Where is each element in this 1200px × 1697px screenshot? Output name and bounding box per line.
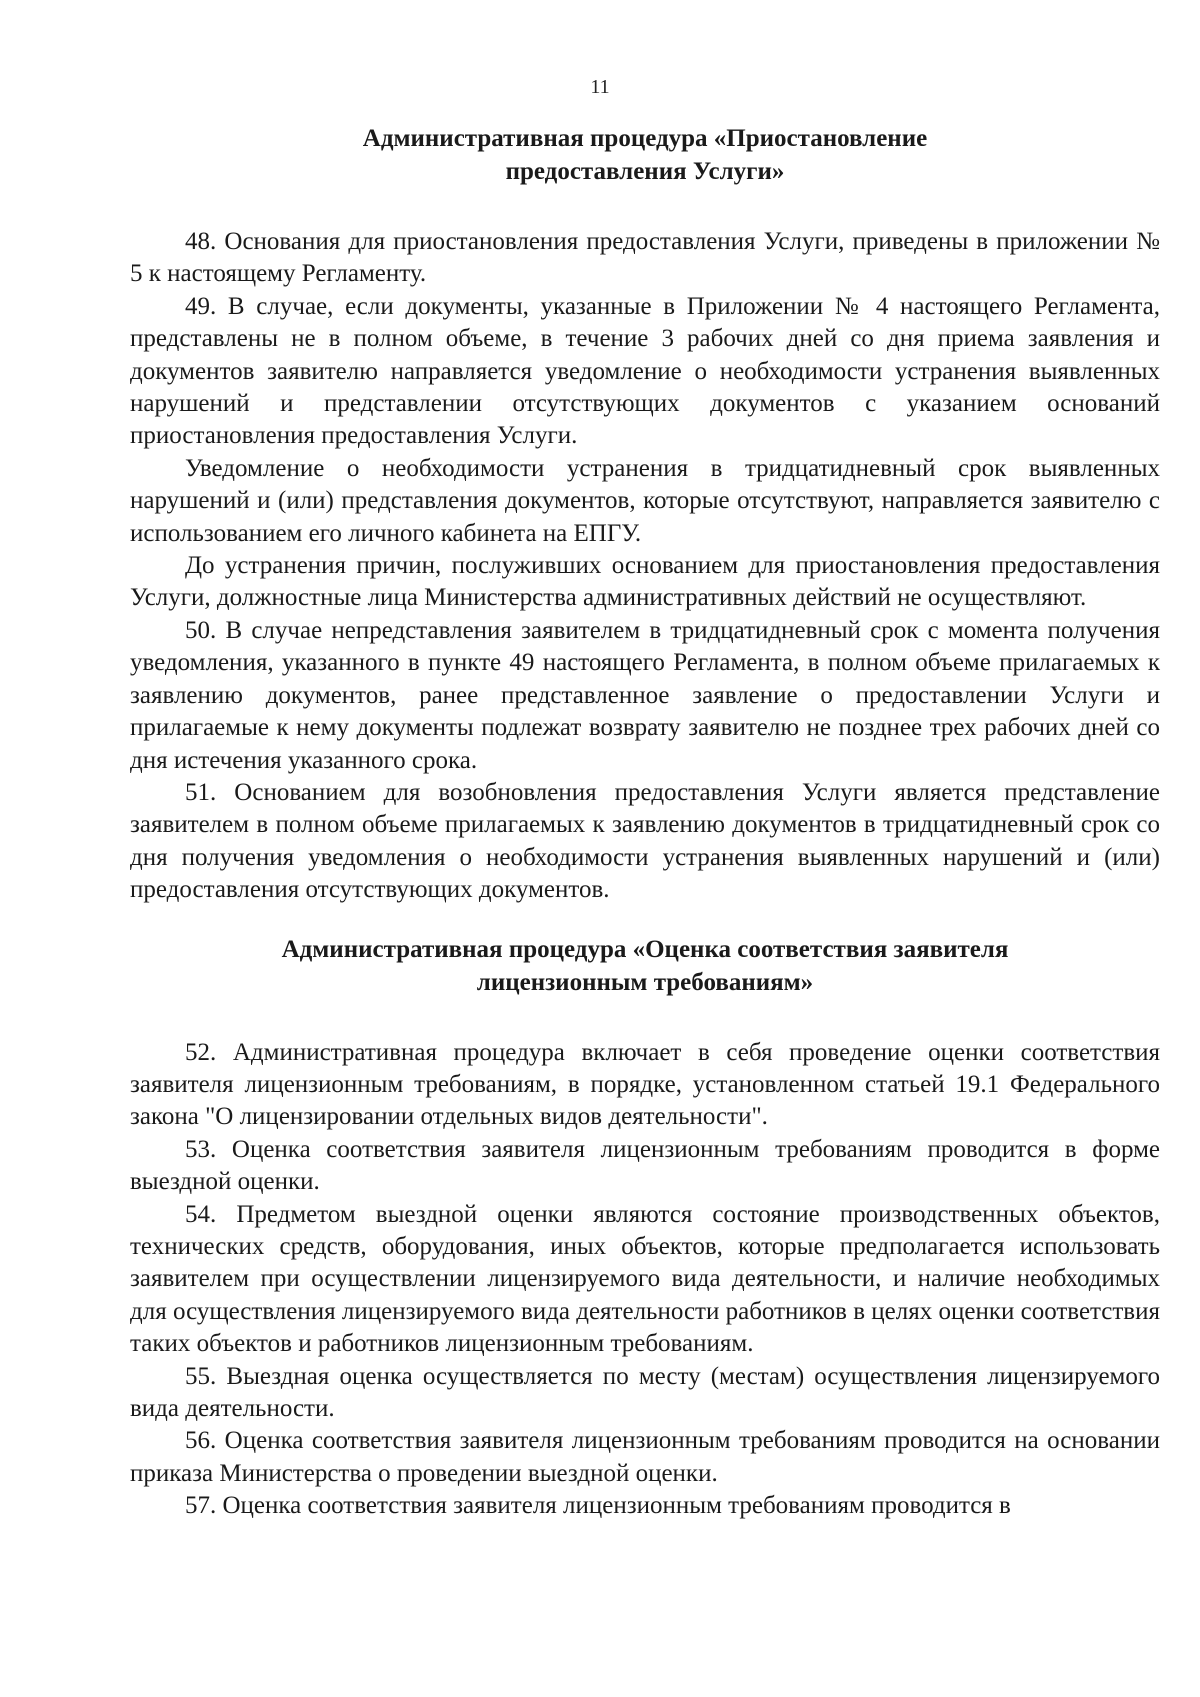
paragraph-56: 56. Оценка соответствия заявителя лицензионным требованиям проводится на основании приказа Министерства о проведении выездной оценки.	[130, 1427, 1160, 1487]
paragraph-53: 53. Оценка соответствия заявителя лицензионным требованиям проводится в форме выездной оценки.	[130, 1135, 1160, 1196]
section-heading-suspension	[130, 122, 1160, 188]
paragraph-51: 51. Основанием для возобновления предоставления Услуги является представление заявителем в полном объеме прилагаемых к заявлению документов в тридцатидневный срок со дня получения уведомления о необходимости устранения выявленных нарушений и (или) предоставления отсутствующих документов.	[130, 778, 1160, 904]
paragraph-50: 50. В случае непредставления заявителем в тридцатидневный срок с момента получения уведомления, указанного в пункте 49 настоящего Регламента, в полном объеме прилагаемых к заявлению документов, ранее представленное заявление о предоставлении Услуги и прилагаемые к нему документы подлежат возврату заявителю не позднее трех рабочих дней со дня истечения указанного срока.	[130, 616, 1160, 774]
page-content	[130, 122, 1160, 1523]
paragraph-49: 49. В случае, если документы, указанные в Приложении № 4 настоящего Регламента, представлены не в полном объеме, в течение 3 рабочих дней со дня приема заявления и документов заявителю направляется уведомление о необходимости устранения выявленных нарушений и представлении отсутствующих документов с указанием оснований приостановления предоставления Услуги.	[130, 292, 1160, 450]
paragraph-55: 55. Выездная оценка осуществляется по месту (местам) осуществления лицензируемого вида деятельности.	[130, 1362, 1160, 1422]
heading-line: Административная процедура «Приостановление	[362, 125, 928, 152]
paragraph-49-until: До устранения причин, послуживших основанием для приостановления предоставления Услуги, должностные лица Министерства административных действий не осуществляют.	[130, 552, 1160, 612]
heading-line: предоставления Услуги»	[505, 158, 785, 185]
paragraph-57: 57. Оценка соответствия заявителя лицензионным требованиям проводится в	[185, 1492, 1011, 1520]
paragraph-54: 54. Предметом выездной оценки являются состояние производственных объектов, технических средств, оборудования, иных объектов, которые предполагается использовать заявителем при осуществлении лицензируемого вида деятельности, и наличие необходимых для осуществления лицензируемого вида деятельности работников в целях оценки соответствия таких объектов и работников лицензионным требованиям.	[130, 1200, 1160, 1358]
page-number: 11	[590, 76, 610, 98]
section-heading-assessment	[130, 933, 1160, 999]
heading-line: лицензионным требованиям»	[476, 968, 814, 996]
paragraph-48: 48. Основания для приостановления предоставления Услуги, приведены в приложении № 5 к настоящему Регламенту.	[130, 228, 1160, 288]
heading-line: Административная процедура «Оценка соответствия заявителя	[281, 935, 1009, 963]
paragraph-49-notice: Уведомление о необходимости устранения в тридцатидневный срок выявленных нарушений и (или) представления документов, которые отсутствуют, направляется заявителю с использованием его личного кабинета на ЕПГУ.	[130, 454, 1160, 547]
paragraph-52: 52. Административная процедура включает в себя проведение оценки соответствия заявителя лицензионным требованиям, в порядке, установленном статьей 19.1 Федерального закона "О лицензировании отдельных видов деятельности".	[130, 1038, 1160, 1131]
